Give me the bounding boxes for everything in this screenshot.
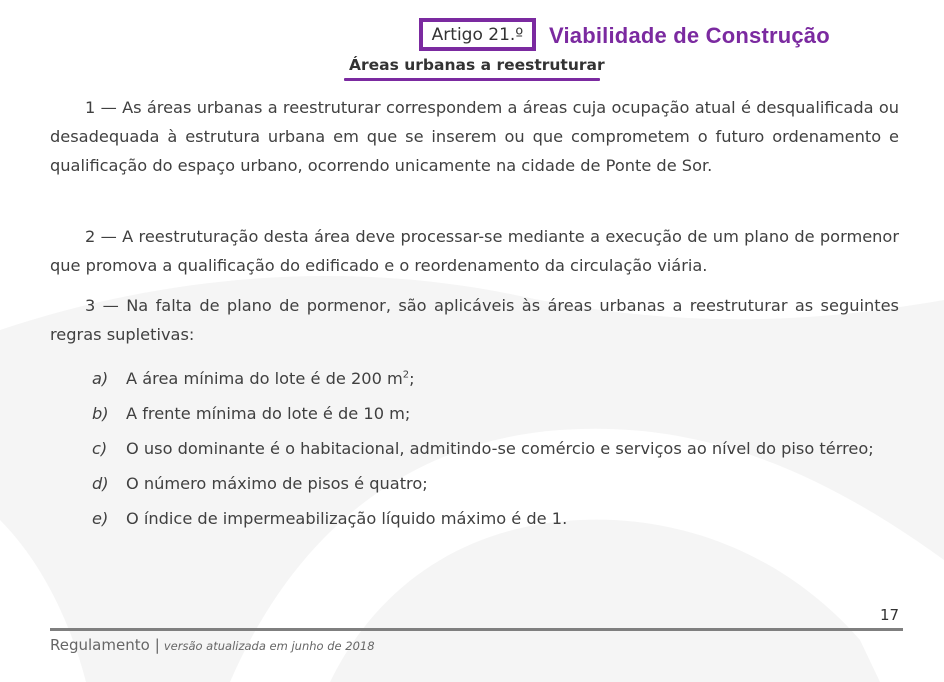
footer (50, 635, 375, 654)
paragraph-1: 1 — As áreas urbanas a reestruturar correspondem a áreas cuja ocupação atual é desqualificada ou desadequada à estrutura urbana em que se inserem ou que comprometem o futuro ordenamento e qualificação do espaço urbano, ocorrendo unicamente na cidade de Ponte de Sor. (50, 98, 899, 175)
article-headline: Viabilidade de Construção (549, 23, 830, 48)
list-item-text: A frente mínima do lote é de 10 m; (126, 404, 411, 423)
list-marker: d) (92, 474, 109, 493)
list-marker: c) (92, 439, 108, 458)
list-marker: b) (92, 404, 109, 423)
list-item (92, 469, 899, 498)
article-number: Artigo 21.º (431, 24, 524, 45)
rules-list (92, 364, 899, 539)
list-marker: a) (92, 369, 109, 388)
article-number-box (419, 18, 536, 51)
list-marker: e) (92, 509, 109, 528)
list-item-text: A área mínima do lote é de 200 m (126, 369, 403, 388)
page-number: 17 (880, 606, 900, 624)
list-item-text: O uso dominante é o habitacional, admitindo-se comércio e serviços ao nível do piso térreo; (126, 439, 874, 458)
footer-version: versão atualizada em junho de 2018 (163, 639, 375, 653)
list-item-punct: ; (409, 369, 415, 388)
list-item-text: O índice de impermeabilização líquido máximo é de 1. (126, 509, 568, 528)
superscript: 2 (402, 369, 410, 381)
article-subtitle: Áreas urbanas a reestruturar (349, 56, 605, 74)
footer-divider (50, 628, 903, 631)
list-item (92, 434, 899, 463)
list-item (92, 399, 899, 428)
footer-doc-name: Regulamento (50, 636, 150, 654)
footer-separator: | (154, 636, 160, 654)
paragraph-3: 3 — Na falta de plano de pormenor, são aplicáveis às áreas urbanas a reestruturar as seguintes regras supletivas: (50, 296, 899, 344)
paragraph-2: 2 — A reestruturação desta área deve processar-se mediante a execução de um plano de pormenor que promova a qualificação do edificado e o reordenamento da circulação viária. (50, 227, 899, 275)
list-item-text: O número máximo de pisos é quatro; (126, 474, 428, 493)
list-item (92, 364, 899, 393)
subtitle-underline (344, 78, 600, 81)
list-item (92, 504, 899, 533)
